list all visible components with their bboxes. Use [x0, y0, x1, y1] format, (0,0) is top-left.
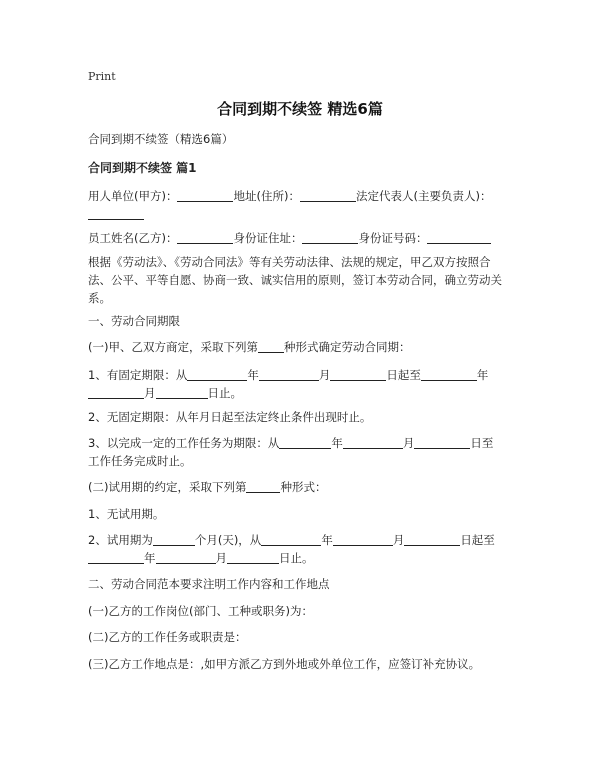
clause-text: 种形式：	[280, 480, 327, 494]
day-end-label: 日止。	[279, 551, 314, 565]
employer-info-row	[88, 187, 506, 205]
probation-months-blank[interactable]	[153, 533, 195, 546]
probation-end-month-blank[interactable]	[156, 551, 216, 564]
probation-end-year-blank[interactable]	[88, 551, 144, 564]
task-start-day-blank[interactable]	[414, 436, 470, 449]
month-label: 月	[402, 436, 415, 450]
clause-text: (二)试用期的约定，采取下列第	[88, 480, 247, 494]
contract-term-clause	[88, 338, 506, 356]
task-term-prefix: 3、以完成一定的工作任务为期限：从	[88, 436, 280, 450]
fixed-end-year-blank[interactable]	[421, 368, 477, 381]
year-label: 年	[331, 436, 343, 450]
part1-title: 一、劳动合同期限	[88, 314, 180, 328]
probation-start-month-blank[interactable]	[333, 533, 393, 546]
probation-term-row	[88, 531, 506, 549]
id-address-blank[interactable]	[302, 231, 358, 244]
month-label: 月	[215, 551, 227, 565]
term-type-blank[interactable]	[258, 340, 284, 353]
month-label: 月	[144, 386, 156, 400]
fixed-term-prefix: 1、有固定期限：从	[88, 368, 188, 382]
employee-name-label: 员工姓名(乙方)：	[88, 231, 178, 245]
job-position-row: (一)乙方的工作岗位(部门、工种或职务)为：	[88, 604, 313, 618]
fixed-start-year-blank[interactable]	[187, 368, 247, 381]
task-start-month-blank[interactable]	[343, 436, 403, 449]
year-label: 年	[144, 551, 156, 565]
year-label: 年	[476, 368, 489, 382]
employer-blank[interactable]	[177, 189, 233, 202]
employee-name-blank[interactable]	[177, 231, 233, 244]
day-from-label: 日起至	[460, 533, 495, 547]
task-term-ending: 工作任务完成时止。	[88, 454, 192, 468]
year-label: 年	[247, 368, 259, 382]
fixed-term-row-cont	[88, 384, 506, 402]
year-label: 年	[321, 533, 333, 547]
job-duties-row: (二)乙方的工作任务或职责是：	[88, 630, 247, 644]
probation-clause	[88, 478, 506, 496]
employer-label: 用人单位(甲方)：	[88, 189, 178, 203]
print-link[interactable]: Print	[88, 70, 116, 83]
section-heading: 合同到期不续签 篇1	[88, 161, 197, 175]
probation-start-year-blank[interactable]	[261, 533, 321, 546]
part2-title: 二、劳动合同范本要求注明工作内容和工作地点	[88, 577, 330, 591]
fixed-start-month-blank[interactable]	[259, 368, 319, 381]
probation-type-blank[interactable]	[246, 480, 280, 493]
day-end-label: 日止。	[207, 386, 242, 400]
fixed-end-month-blank[interactable]	[88, 386, 144, 399]
fixed-start-day-blank[interactable]	[330, 368, 386, 381]
address-blank[interactable]	[300, 189, 356, 202]
probation-term-row-cont	[88, 549, 506, 567]
legal-rep-row	[88, 205, 506, 223]
work-location-row: (三)乙方工作地点是：,如甲方派乙方到外地或外单位工作，应签订补充协议。	[88, 657, 481, 671]
clause-text: 种形式确定劳动合同期：	[283, 340, 411, 354]
task-term-row	[88, 434, 506, 452]
month-label: 月	[392, 533, 405, 547]
months-label: 个月(天)，从	[194, 533, 262, 547]
fixed-end-day-blank[interactable]	[156, 386, 208, 399]
legal-rep-label: 法定代表人(主要负责人)：	[355, 189, 492, 203]
day-from-label: 日起至	[386, 368, 421, 382]
day-to-label: 日至	[470, 436, 494, 450]
page-title: 合同到期不续签 精选6篇	[217, 100, 383, 118]
id-number-label: 身份证号码：	[358, 231, 428, 245]
task-start-year-blank[interactable]	[279, 436, 331, 449]
probation-start-day-blank[interactable]	[404, 533, 460, 546]
id-address-label: 身份证住址：	[233, 231, 303, 245]
address-label: 地址(住所)：	[233, 189, 300, 203]
employee-info-row	[88, 229, 506, 247]
no-probation-row: 1、无试用期。	[88, 507, 165, 521]
intro-paragraph: 根据《劳动法》、《劳动合同法》等有关劳动法律、法规的规定，甲乙双方按照合法、公平、平等自愿、协商一致、诚实信用的原则，签订本劳动合同，确立劳动关系。	[88, 255, 502, 305]
clause-text: (一)甲、乙双方商定，采取下列第	[88, 340, 258, 354]
id-number-blank[interactable]	[427, 231, 491, 244]
legal-rep-blank[interactable]	[88, 207, 144, 220]
open-term-row: 2、无固定期限：从年月日起至法定终止条件出现时止。	[88, 410, 372, 424]
document-subtitle: 合同到期不续签（精选6篇）	[88, 132, 234, 146]
fixed-term-row	[88, 366, 506, 384]
probation-prefix: 2、试用期为	[88, 533, 153, 547]
probation-end-day-blank[interactable]	[227, 551, 279, 564]
month-label: 月	[318, 368, 331, 382]
